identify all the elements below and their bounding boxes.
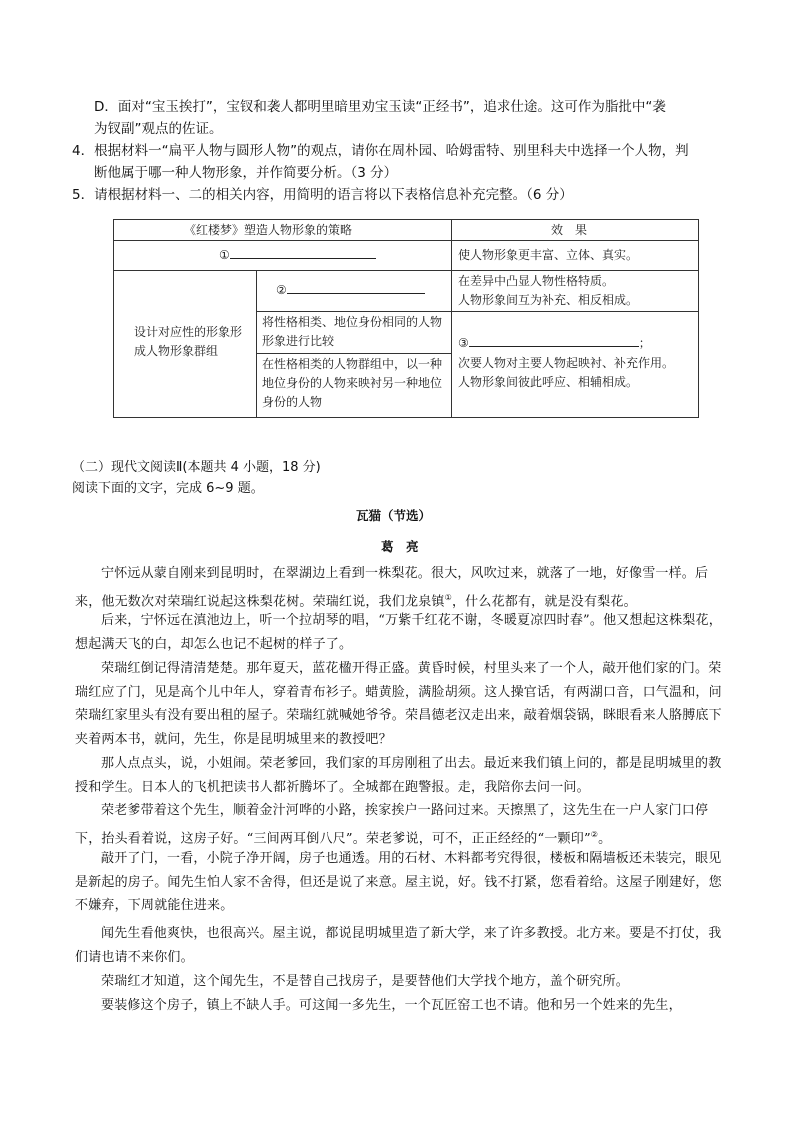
option-d-line1: D．面对“宝玉挨打”，宝钗和袭人都明里暗里劝宝玉读“正经书”，追求仕途。这可作为脂批中“袭 [94,99,666,115]
row4-text: 在性格相类的人物群组中，以一种地位身份的人物来映衬另一种地位身份的人物 [262,357,443,409]
row1-number: ① [219,248,230,262]
row1-blank[interactable] [219,246,376,265]
row34-effect-b: 人物形象间彼此呼应、相辅相成。 [458,375,639,389]
article-paragraph-6: 敲开了门，一看，小院子净开阔，房子也通透。用的石材、木料都考究得很，楼板和隔墙板还未装完，眼见是新起的房子。闻先生怕人家不舍得，但还是说了来意。屋主说，好。钱不打紧，您看着给。这屋子刚建好，您不嫌弃，下周就能住进来。 [75,851,722,913]
article-paragraph-4: 那人点点头，说，小姐闹。荣老爹回，我们家的耳房刚租了出去。最近来我们镇上问的，都是昆明城里的教授和学生。日本人的飞机把读书人都祈腾坏了。全城都在跑警报。走，我陪你去问一问。 [75,756,722,795]
article-title: 瓦猫（节选） [356,508,432,523]
article-paragraph-5: 荣老爹带着这个先生，顺着金汁河哗的小路，挨家挨户一路问过来。天擦黑了，这先生在一户人家门口停下，抬头看着说，这房子好。“三间两耳倒八尺”。荣老爹说，可不，正正经经的“一颗印”②。 [75,803,709,846]
article-paragraph-2: 后来，宁怀远在滇池边上，听一个拉胡琴的唱，“万紫千红花不谢，冬暖夏凉四时春”。他又想起这株梨花，想起满天飞的白，却怎么也记不起树的样子了。 [75,613,722,652]
row3-blank[interactable] [458,334,651,353]
question-4-line2: 断他属于哪一种人物形象，并作简要分析。（3 分） [94,165,398,181]
row2-number: ② [276,283,287,297]
header-effect: 效 果 [551,223,588,237]
article-author: 葛 亮 [381,539,419,554]
article-paragraph-3: 荣瑞红倒记得清清楚楚。那年夏天，蓝花楹开得正盛。黄昏时候，村里头来了一个人，敲开他们家的门。荣瑞红应了门，见是高个儿中年人，穿着青布衫子。蜡黄脸，满脸胡须。这人操官话，有两湖口音，口气温和，问荣瑞红家里头有没有要出租的屋子。荣瑞红就喊她爷爷。荣昌德老汉走出来，敲着烟袋锅，眯眼看来人胳膊底下夹着两本书，就问，先生，你是昆明城里来的教授吧？ [75,661,722,747]
row2-blank[interactable] [276,281,425,300]
footnote-marker-1: ① [444,592,452,602]
section2-instruction: 阅读下面的文字，完成 6~9 题。 [72,481,264,496]
row3-number: ③ [458,336,469,350]
group-label: 设计对应性的形象形成人物形象群组 [134,325,243,358]
row34-effect-a: 次要人物对主要人物起映衬、补充作用。 [458,356,675,370]
row2-effect-a: 在差异中凸显人物性格特质。 [458,274,615,288]
row3-text: 将性格相类、地位身份相同的人物形象进行比较 [262,315,443,348]
option-d-line2: 为钗副”观点的佐证。 [94,121,223,137]
article-paragraph-1: 宁怀远从蒙自刚来到昆明时，在翠湖边上看到一株梨花。很大，风吹过来，就落了一地，好像雪一样。后来，他无数次对荣瑞红说起这株梨花树。荣瑞红说，我们龙泉镇①，什么花都有，就是没有梨花。 [75,566,709,609]
article-paragraph-7: 闻先生看他爽快，也很高兴。屋主说，都说昆明城里造了新大学，来了许多教授。北方来。要是不打仗，我们请也请不来你们。 [75,926,722,965]
row2-effect-b: 人物形象间互为补充、相反相成。 [458,293,639,307]
header-strategy: 《红楼梦》塑造人物形象的策略 [184,223,353,237]
article-paragraph-9: 要装修这个房子，镇上不缺人手。可这闻一多先生，一个瓦匠窑工也不请。他和另一个姓来的先生， [101,998,682,1013]
row3-semicolon: ； [638,336,651,350]
article-paragraph-8: 荣瑞红才知道，这个闻先生，不是替自己找房子，是要替他们大学找个地方，盖个研究所。 [101,974,630,989]
question-4-line1: 4．根据材料一“扁平人物与圆形人物”的观点，请你在周朴园、哈姆雷特、别里科夫中选择一个人物，判 [72,143,689,159]
footnote-marker-2: ② [590,829,599,839]
section2-heading: （二）现代文阅读Ⅱ(本题共 4 小题，18 分) [72,460,321,475]
question-5: 5．请根据材料一、二的相关内容，用简明的语言将以下表格信息补充完整。（6 分） [72,187,573,203]
row1-effect: 使人物形象更丰富、立体、真实。 [458,248,639,262]
strategy-table [113,219,699,418]
